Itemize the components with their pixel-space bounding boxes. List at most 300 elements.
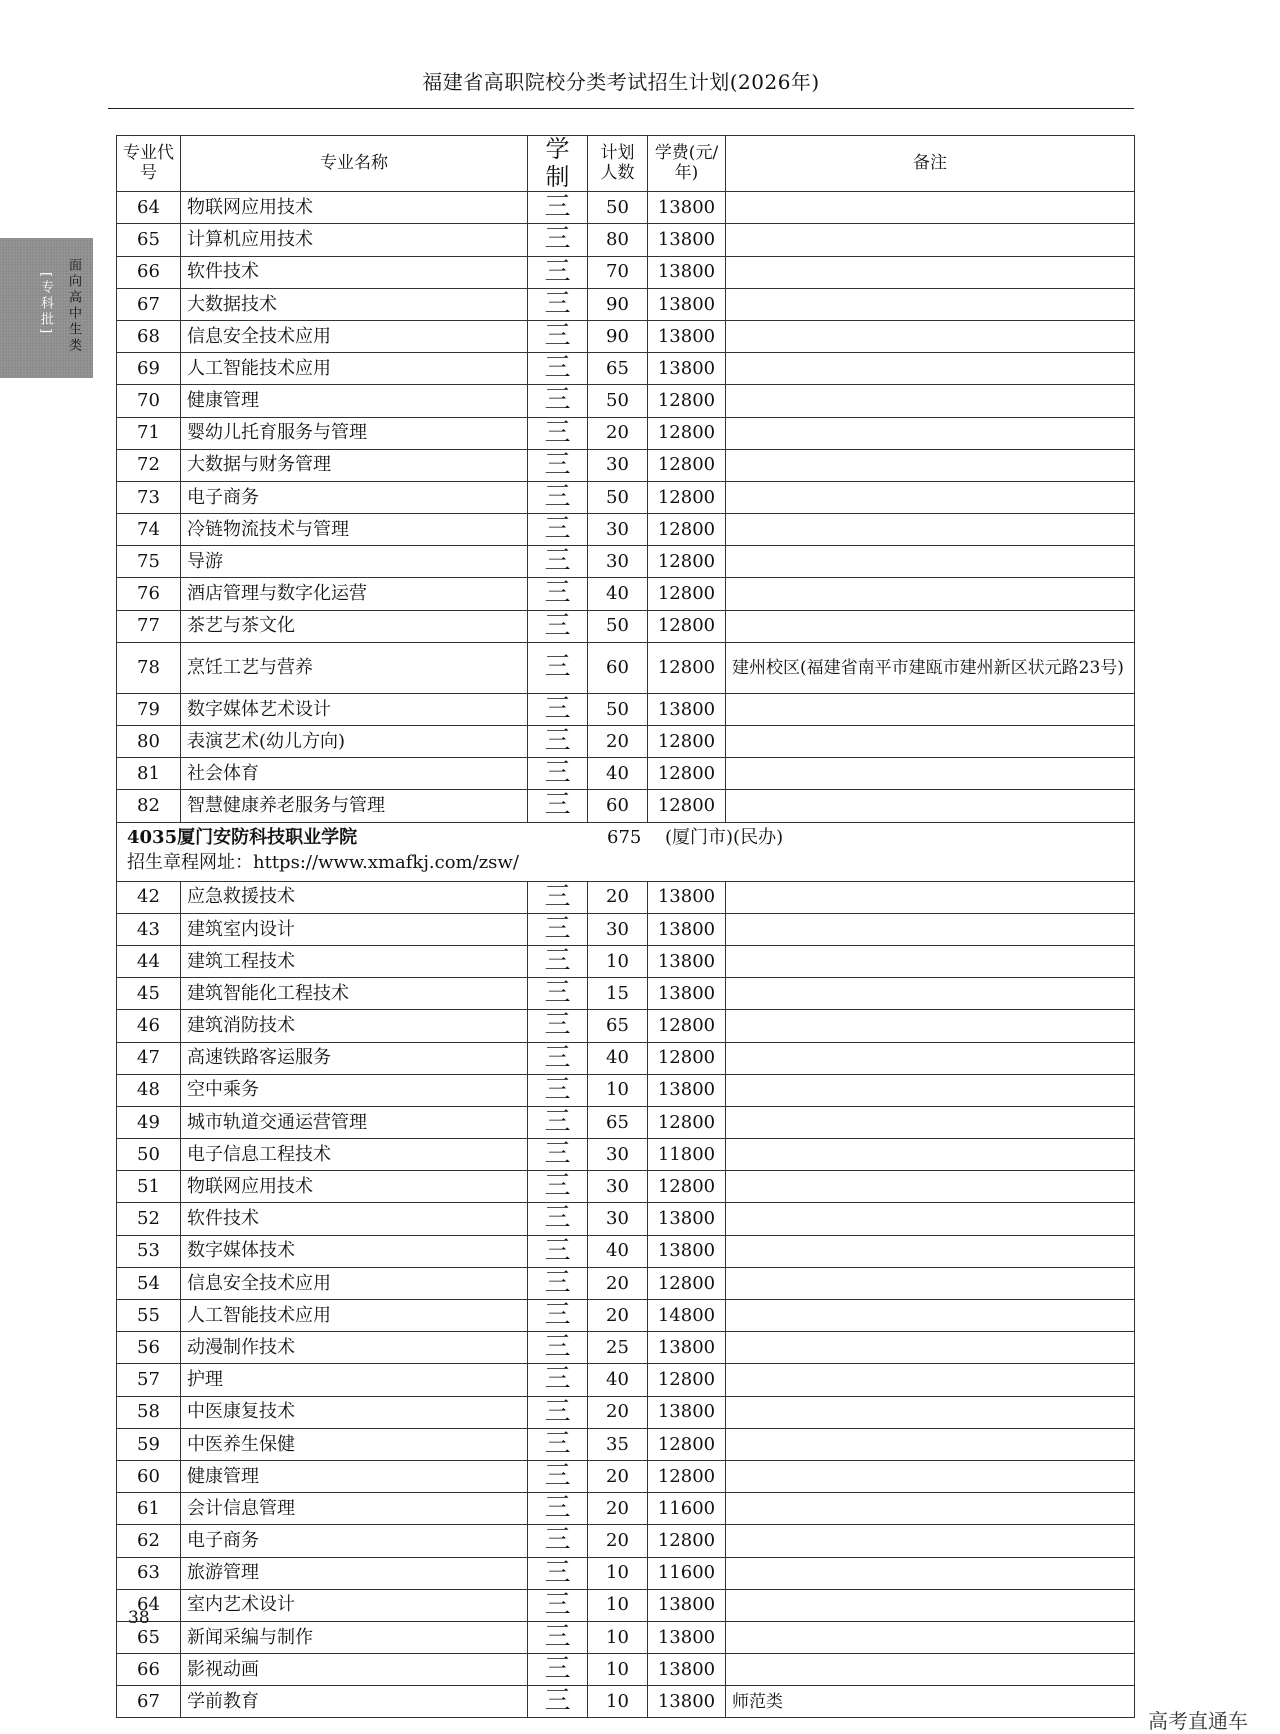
table-row: [117, 481, 1135, 513]
remark: [726, 1364, 1135, 1396]
study-years: 三: [528, 610, 588, 642]
tuition-fee: 13800: [648, 192, 726, 224]
study-years: 三: [528, 1139, 588, 1171]
major-code: 68: [117, 320, 181, 352]
study-years: 三: [528, 758, 588, 790]
major-code: 57: [117, 1364, 181, 1396]
table-row: [117, 1300, 1135, 1332]
major-code: 52: [117, 1203, 181, 1235]
plan-quota: 30: [588, 514, 648, 546]
major-code: 75: [117, 546, 181, 578]
major-name: 电子商务: [181, 481, 528, 513]
table-row: [117, 758, 1135, 790]
major-name: 数字媒体艺术设计: [181, 693, 528, 725]
table-row: [117, 1042, 1135, 1074]
header-rule: [108, 108, 1134, 109]
study-years: 三: [528, 1493, 588, 1525]
remark: [726, 1460, 1135, 1492]
major-name: 智慧健康养老服务与管理: [181, 790, 528, 822]
tuition-fee: 12800: [648, 546, 726, 578]
tuition-fee: 13800: [648, 1654, 726, 1686]
plan-quota: 50: [588, 192, 648, 224]
tuition-fee: 12800: [648, 1428, 726, 1460]
remark: [726, 1654, 1135, 1686]
plan-quota: 20: [588, 726, 648, 758]
tuition-fee: 14800: [648, 1300, 726, 1332]
major-name: 新闻采编与制作: [181, 1621, 528, 1653]
major-name: 影视动画: [181, 1654, 528, 1686]
major-code: 55: [117, 1300, 181, 1332]
major-code: 64: [117, 192, 181, 224]
remark: 建州校区(福建省南平市建瓯市建州新区状元路23号): [726, 642, 1135, 693]
remark: [726, 1493, 1135, 1525]
enrollment-plan-table: [116, 135, 1135, 1718]
watermark: 高考直通车: [1148, 1709, 1248, 1733]
study-years: 三: [528, 1332, 588, 1364]
major-name: 导游: [181, 546, 528, 578]
plan-quota: 10: [588, 1686, 648, 1718]
major-name: 计算机应用技术: [181, 224, 528, 256]
table-row: [117, 610, 1135, 642]
major-code: 60: [117, 1460, 181, 1492]
table-row: [117, 1589, 1135, 1621]
study-years: 三: [528, 1042, 588, 1074]
school-total-quota: 675: [607, 826, 642, 848]
table-row: [117, 1428, 1135, 1460]
remark: [726, 790, 1135, 822]
tuition-fee: 12800: [648, 385, 726, 417]
remark: [726, 288, 1135, 320]
study-years: 三: [528, 726, 588, 758]
major-name: 社会体育: [181, 758, 528, 790]
study-years: 三: [528, 1460, 588, 1492]
table-row: [117, 1364, 1135, 1396]
plan-quota: 50: [588, 693, 648, 725]
major-name: 信息安全技术应用: [181, 1267, 528, 1299]
tuition-fee: 13800: [648, 1332, 726, 1364]
study-years: 三: [528, 546, 588, 578]
plan-quota: 40: [588, 1235, 648, 1267]
remark: [726, 726, 1135, 758]
tuition-fee: 11600: [648, 1557, 726, 1589]
remark: [726, 1106, 1135, 1138]
tuition-fee: 11600: [648, 1493, 726, 1525]
major-name: 信息安全技术应用: [181, 320, 528, 352]
school-name: 4035厦门安防科技职业学院: [127, 826, 358, 848]
plan-quota: 50: [588, 481, 648, 513]
table-row: [117, 881, 1135, 913]
study-years: 三: [528, 1074, 588, 1106]
major-code: 64: [117, 1589, 181, 1621]
table-row: [117, 1686, 1135, 1718]
table-row: [117, 1203, 1135, 1235]
plan-quota: 30: [588, 1203, 648, 1235]
major-code: 58: [117, 1396, 181, 1428]
table-row: [117, 1332, 1135, 1364]
plan-quota: 20: [588, 881, 648, 913]
study-years: 三: [528, 1621, 588, 1653]
tuition-fee: 12800: [648, 642, 726, 693]
study-years: 三: [528, 1300, 588, 1332]
tuition-fee: 13800: [648, 224, 726, 256]
table-row: [117, 1525, 1135, 1557]
header-name: 专业名称: [181, 136, 528, 192]
major-name: 婴幼儿托育服务与管理: [181, 417, 528, 449]
plan-quota: 30: [588, 913, 648, 945]
major-name: 应急救援技术: [181, 881, 528, 913]
table-row: [117, 1654, 1135, 1686]
major-code: 74: [117, 514, 181, 546]
major-name: 烹饪工艺与营养: [181, 642, 528, 693]
side-tab-batch: [专科批]: [38, 272, 53, 337]
plan-quota: 30: [588, 546, 648, 578]
study-years: 三: [528, 1267, 588, 1299]
major-code: 79: [117, 693, 181, 725]
major-name: 建筑工程技术: [181, 945, 528, 977]
table-row: [117, 945, 1135, 977]
study-years: 三: [528, 945, 588, 977]
major-code: 67: [117, 1686, 181, 1718]
table-row: [117, 1493, 1135, 1525]
major-code: 81: [117, 758, 181, 790]
table-row: [117, 1396, 1135, 1428]
tuition-fee: 12800: [648, 726, 726, 758]
table-row: [117, 1460, 1135, 1492]
study-years: 三: [528, 1106, 588, 1138]
major-name: 中医养生保健: [181, 1428, 528, 1460]
tuition-fee: 12800: [648, 417, 726, 449]
remark: [726, 1428, 1135, 1460]
tuition-fee: 13800: [648, 288, 726, 320]
study-years: 三: [528, 288, 588, 320]
plan-quota: 40: [588, 1042, 648, 1074]
major-code: 44: [117, 945, 181, 977]
table-row: [117, 1074, 1135, 1106]
study-years: 三: [528, 578, 588, 610]
school-location: (厦门市)(民办): [665, 826, 784, 848]
remark: [726, 1074, 1135, 1106]
tuition-fee: 12800: [648, 1106, 726, 1138]
major-name: 人工智能技术应用: [181, 1300, 528, 1332]
plan-quota: 60: [588, 790, 648, 822]
study-years: 三: [528, 1235, 588, 1267]
remark: [726, 1332, 1135, 1364]
remark: [726, 1557, 1135, 1589]
tuition-fee: 13800: [648, 913, 726, 945]
major-code: 77: [117, 610, 181, 642]
school-section: [117, 822, 1135, 881]
page-title: 福建省高职院校分类考试招生计划(2026年): [422, 70, 820, 94]
tuition-fee: 13800: [648, 1589, 726, 1621]
plan-quota: 65: [588, 1106, 648, 1138]
major-name: 人工智能技术应用: [181, 353, 528, 385]
major-name: 物联网应用技术: [181, 192, 528, 224]
major-code: 82: [117, 790, 181, 822]
tuition-fee: 13800: [648, 945, 726, 977]
table-row: [117, 320, 1135, 352]
remark: [726, 417, 1135, 449]
plan-quota: 40: [588, 1364, 648, 1396]
tuition-fee: 12800: [648, 1042, 726, 1074]
table-row: [117, 192, 1135, 224]
remark: [726, 1300, 1135, 1332]
remark: [726, 449, 1135, 481]
table-body-top: [117, 192, 1135, 822]
tuition-fee: 11800: [648, 1139, 726, 1171]
study-years: 三: [528, 385, 588, 417]
table-row: [117, 385, 1135, 417]
plan-quota: 20: [588, 417, 648, 449]
remark: [726, 758, 1135, 790]
major-code: 63: [117, 1557, 181, 1589]
major-code: 80: [117, 726, 181, 758]
major-code: 78: [117, 642, 181, 693]
side-category-tab: [0, 238, 93, 378]
tuition-fee: 12800: [648, 578, 726, 610]
plan-quota: 65: [588, 1010, 648, 1042]
tuition-fee: 12800: [648, 1267, 726, 1299]
header-fee: 学费(元/年): [648, 136, 726, 192]
major-code: 67: [117, 288, 181, 320]
major-code: 71: [117, 417, 181, 449]
major-name: 建筑室内设计: [181, 913, 528, 945]
tuition-fee: 12800: [648, 1171, 726, 1203]
major-code: 45: [117, 978, 181, 1010]
plan-quota: 65: [588, 353, 648, 385]
major-code: 53: [117, 1235, 181, 1267]
table-row: [117, 1139, 1135, 1171]
table-row: [117, 642, 1135, 693]
remark: [726, 945, 1135, 977]
study-years: 三: [528, 1654, 588, 1686]
major-code: 62: [117, 1525, 181, 1557]
major-name: 茶艺与茶文化: [181, 610, 528, 642]
major-code: 65: [117, 224, 181, 256]
remark: [726, 881, 1135, 913]
plan-quota: 50: [588, 385, 648, 417]
plan-quota: 30: [588, 1139, 648, 1171]
table-row: [117, 913, 1135, 945]
remark: [726, 1621, 1135, 1653]
tuition-fee: 13800: [648, 1396, 726, 1428]
major-code: 61: [117, 1493, 181, 1525]
table-row: [117, 1106, 1135, 1138]
remark: [726, 1042, 1135, 1074]
study-years: 三: [528, 1396, 588, 1428]
major-code: 47: [117, 1042, 181, 1074]
plan-quota: 10: [588, 1557, 648, 1589]
major-code: 54: [117, 1267, 181, 1299]
table-row: [117, 1171, 1135, 1203]
tuition-fee: 13800: [648, 1621, 726, 1653]
study-years: 三: [528, 1428, 588, 1460]
table-row: [117, 790, 1135, 822]
tuition-fee: 13800: [648, 256, 726, 288]
major-name: 城市轨道交通运营管理: [181, 1106, 528, 1138]
side-tab-category: 面向高中生类: [66, 258, 81, 354]
table-row: [117, 449, 1135, 481]
study-years: 三: [528, 642, 588, 693]
major-code: 50: [117, 1139, 181, 1171]
tuition-fee: 13800: [648, 1074, 726, 1106]
remark: [726, 353, 1135, 385]
plan-quota: 50: [588, 610, 648, 642]
table-row: [117, 514, 1135, 546]
tuition-fee: 13800: [648, 1203, 726, 1235]
remark: [726, 256, 1135, 288]
major-code: 69: [117, 353, 181, 385]
major-name: 健康管理: [181, 385, 528, 417]
table-row: [117, 978, 1135, 1010]
plan-quota: 10: [588, 1074, 648, 1106]
remark: [726, 224, 1135, 256]
tuition-fee: 13800: [648, 1686, 726, 1718]
page-number: 38: [128, 1608, 150, 1628]
study-years: 三: [528, 256, 588, 288]
tuition-fee: 12800: [648, 790, 726, 822]
study-years: 三: [528, 481, 588, 513]
tuition-fee: 12800: [648, 610, 726, 642]
major-name: 大数据技术: [181, 288, 528, 320]
plan-quota: 20: [588, 1396, 648, 1428]
tuition-fee: 12800: [648, 514, 726, 546]
major-code: 59: [117, 1428, 181, 1460]
plan-quota: 20: [588, 1300, 648, 1332]
table-row: [117, 353, 1135, 385]
remark: [726, 1139, 1135, 1171]
plan-quota: 20: [588, 1460, 648, 1492]
remark: [726, 578, 1135, 610]
table-row: [117, 1557, 1135, 1589]
table-row: [117, 1621, 1135, 1653]
tuition-fee: 12800: [648, 758, 726, 790]
study-years: 三: [528, 1364, 588, 1396]
major-code: 66: [117, 1654, 181, 1686]
school-charter-url: 招生章程网址：https://www.xmafkj.com/zsw/: [127, 852, 519, 874]
plan-quota: 20: [588, 1525, 648, 1557]
tuition-fee: 13800: [648, 320, 726, 352]
plan-quota: 80: [588, 224, 648, 256]
plan-quota: 10: [588, 1621, 648, 1653]
major-name: 旅游管理: [181, 1557, 528, 1589]
tuition-fee: 12800: [648, 481, 726, 513]
plan-quota: 90: [588, 320, 648, 352]
study-years: 三: [528, 1589, 588, 1621]
remark: [726, 320, 1135, 352]
table-row: [117, 693, 1135, 725]
plan-quota: 30: [588, 1171, 648, 1203]
remark: [726, 1010, 1135, 1042]
major-code: 49: [117, 1106, 181, 1138]
plan-quota: 30: [588, 449, 648, 481]
study-years: 三: [528, 192, 588, 224]
remark: [726, 481, 1135, 513]
plan-quota: 40: [588, 578, 648, 610]
major-code: 73: [117, 481, 181, 513]
study-years: 三: [528, 320, 588, 352]
plan-quota: 10: [588, 945, 648, 977]
major-name: 空中乘务: [181, 1074, 528, 1106]
study-years: 三: [528, 913, 588, 945]
plan-quota: 10: [588, 1589, 648, 1621]
remark: [726, 1171, 1135, 1203]
plan-quota: 35: [588, 1428, 648, 1460]
remark: [726, 514, 1135, 546]
tuition-fee: 12800: [648, 1364, 726, 1396]
study-years: 三: [528, 978, 588, 1010]
table-row: [117, 578, 1135, 610]
major-code: 46: [117, 1010, 181, 1042]
header-years: 学制: [528, 136, 588, 192]
plan-quota: 15: [588, 978, 648, 1010]
study-years: 三: [528, 224, 588, 256]
plan-quota: 20: [588, 1493, 648, 1525]
plan-quota: 10: [588, 1654, 648, 1686]
table-row: [117, 288, 1135, 320]
remark: [726, 1525, 1135, 1557]
remark: [726, 610, 1135, 642]
school-section-cell: [117, 822, 1135, 881]
study-years: 三: [528, 1203, 588, 1235]
header-remark: 备注: [726, 136, 1135, 192]
table-row: [117, 726, 1135, 758]
plan-quota: 60: [588, 642, 648, 693]
tuition-fee: 12800: [648, 449, 726, 481]
study-years: 三: [528, 1557, 588, 1589]
table-row: [117, 1267, 1135, 1299]
tuition-fee: 12800: [648, 1460, 726, 1492]
remark: [726, 1589, 1135, 1621]
remark: [726, 1267, 1135, 1299]
tuition-fee: 13800: [648, 1235, 726, 1267]
remark: [726, 1203, 1135, 1235]
major-name: 学前教育: [181, 1686, 528, 1718]
major-name: 室内艺术设计: [181, 1589, 528, 1621]
major-code: 72: [117, 449, 181, 481]
major-code: 56: [117, 1332, 181, 1364]
remark: [726, 1396, 1135, 1428]
header-code: 专业代号: [117, 136, 181, 192]
major-code: 43: [117, 913, 181, 945]
major-name: 建筑智能化工程技术: [181, 978, 528, 1010]
study-years: 三: [528, 1171, 588, 1203]
major-name: 大数据与财务管理: [181, 449, 528, 481]
study-years: 三: [528, 417, 588, 449]
table-row: [117, 417, 1135, 449]
major-name: 电子商务: [181, 1525, 528, 1557]
table-row: [117, 256, 1135, 288]
major-code: 66: [117, 256, 181, 288]
tuition-fee: 12800: [648, 1010, 726, 1042]
major-name: 软件技术: [181, 1203, 528, 1235]
major-name: 表演艺术(幼儿方向): [181, 726, 528, 758]
plan-quota: 70: [588, 256, 648, 288]
tuition-fee: 13800: [648, 978, 726, 1010]
plan-quota: 20: [588, 1267, 648, 1299]
table-row: [117, 224, 1135, 256]
remark: [726, 693, 1135, 725]
major-code: 70: [117, 385, 181, 417]
major-name: 动漫制作技术: [181, 1332, 528, 1364]
remark: 师范类: [726, 1686, 1135, 1718]
study-years: 三: [528, 1010, 588, 1042]
table-row: [117, 1010, 1135, 1042]
major-name: 护理: [181, 1364, 528, 1396]
study-years: 三: [528, 353, 588, 385]
major-name: 酒店管理与数字化运营: [181, 578, 528, 610]
table-header-row: [117, 136, 1135, 192]
remark: [726, 385, 1135, 417]
